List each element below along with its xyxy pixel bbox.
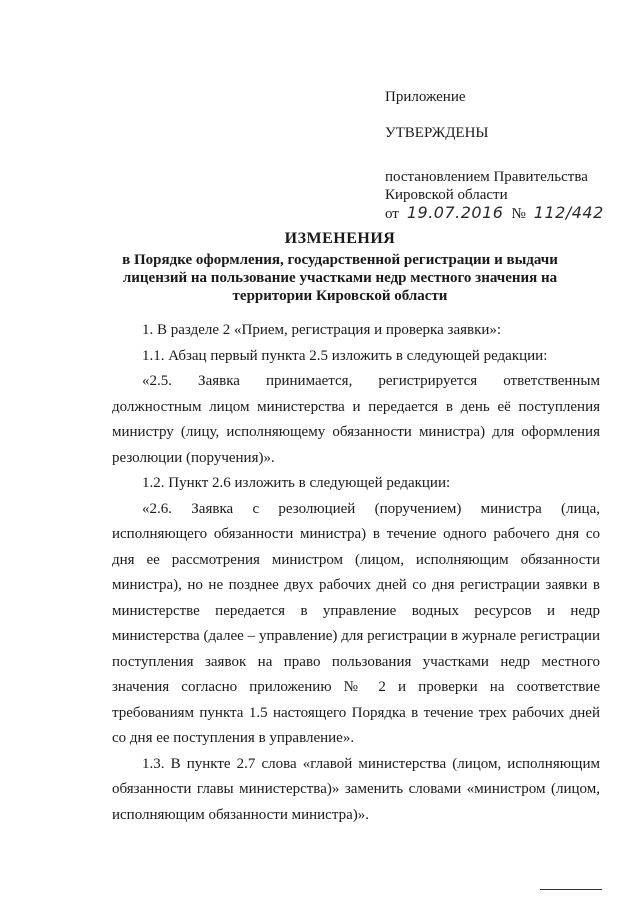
number-label: №	[511, 206, 526, 222]
decree-date-line	[385, 204, 625, 223]
document-title	[70, 230, 610, 305]
paragraph-1: 1. В разделе 2 «Прием, регистрация и проверка заявки»:	[142, 322, 502, 338]
appendix-label: Приложение	[385, 89, 466, 105]
handwritten-number: 112/442	[533, 203, 604, 222]
paragraph-1-2: 1.2. Пункт 2.6 изложить в следующей редакции:	[142, 475, 451, 491]
paragraph-2-6-text: «2.6. Заявка с резолюцией (поручением) министра (лица, исполняющего обязанности министра) в течение одного рабочего дня со дня ее рассмотрения министром (лицом, исполняющим обязанности министра), но не позднее двух рабочих дней со дня регистрации заявки в министерстве передается в управление водных ресурсов и недр министерства (далее – управление) для регистрации в журнале регистрации поступления заявок на право пользования участками недр местного значения согласно приложению № 2 и проверки на соответствие требованиям пункта 1.5 настоящего Порядка в течение трех рабочих дней со дня ее поступления в управление».	[112, 500, 600, 746]
decree-line-2: Кировской области	[385, 187, 508, 203]
paragraph-1-3: 1.3. В пункте 2.7 слова «главой министерства (лицом, исполняющим обязанности главы министерства)» заменить словами «министром (лицом, исполняющим обязанности министра)».	[112, 755, 600, 823]
title-line-1: в Порядке оформления, государственной регистрации и выдачи	[122, 252, 558, 268]
title-line-2: лицензий на пользование участками недр местного значения на	[122, 270, 558, 286]
paragraph-2-5-text: «2.5. Заявка принимается, регистрируется ответственным должностным лицом министерства и передается в день её поступления министру (лицу, исполняющему обязанности министра) для оформления резолюции (поручения)».	[112, 373, 600, 466]
title-main: ИЗМЕНЕНИЯ	[284, 230, 396, 247]
decree-line-1: постановлением Правительства	[385, 169, 588, 185]
approval-block	[385, 88, 625, 223]
approved-label: УТВЕРЖДЕНЫ	[385, 125, 489, 141]
document-body	[112, 318, 600, 828]
title-line-3: территории Кировской области	[232, 288, 448, 304]
handwritten-date: 19.07.2016	[406, 203, 504, 222]
date-prefix: от	[385, 206, 399, 222]
paragraph-1-1: 1.1. Абзац первый пункта 2.5 изложить в следующей редакции:	[142, 347, 548, 364]
footer-rule	[540, 889, 602, 890]
